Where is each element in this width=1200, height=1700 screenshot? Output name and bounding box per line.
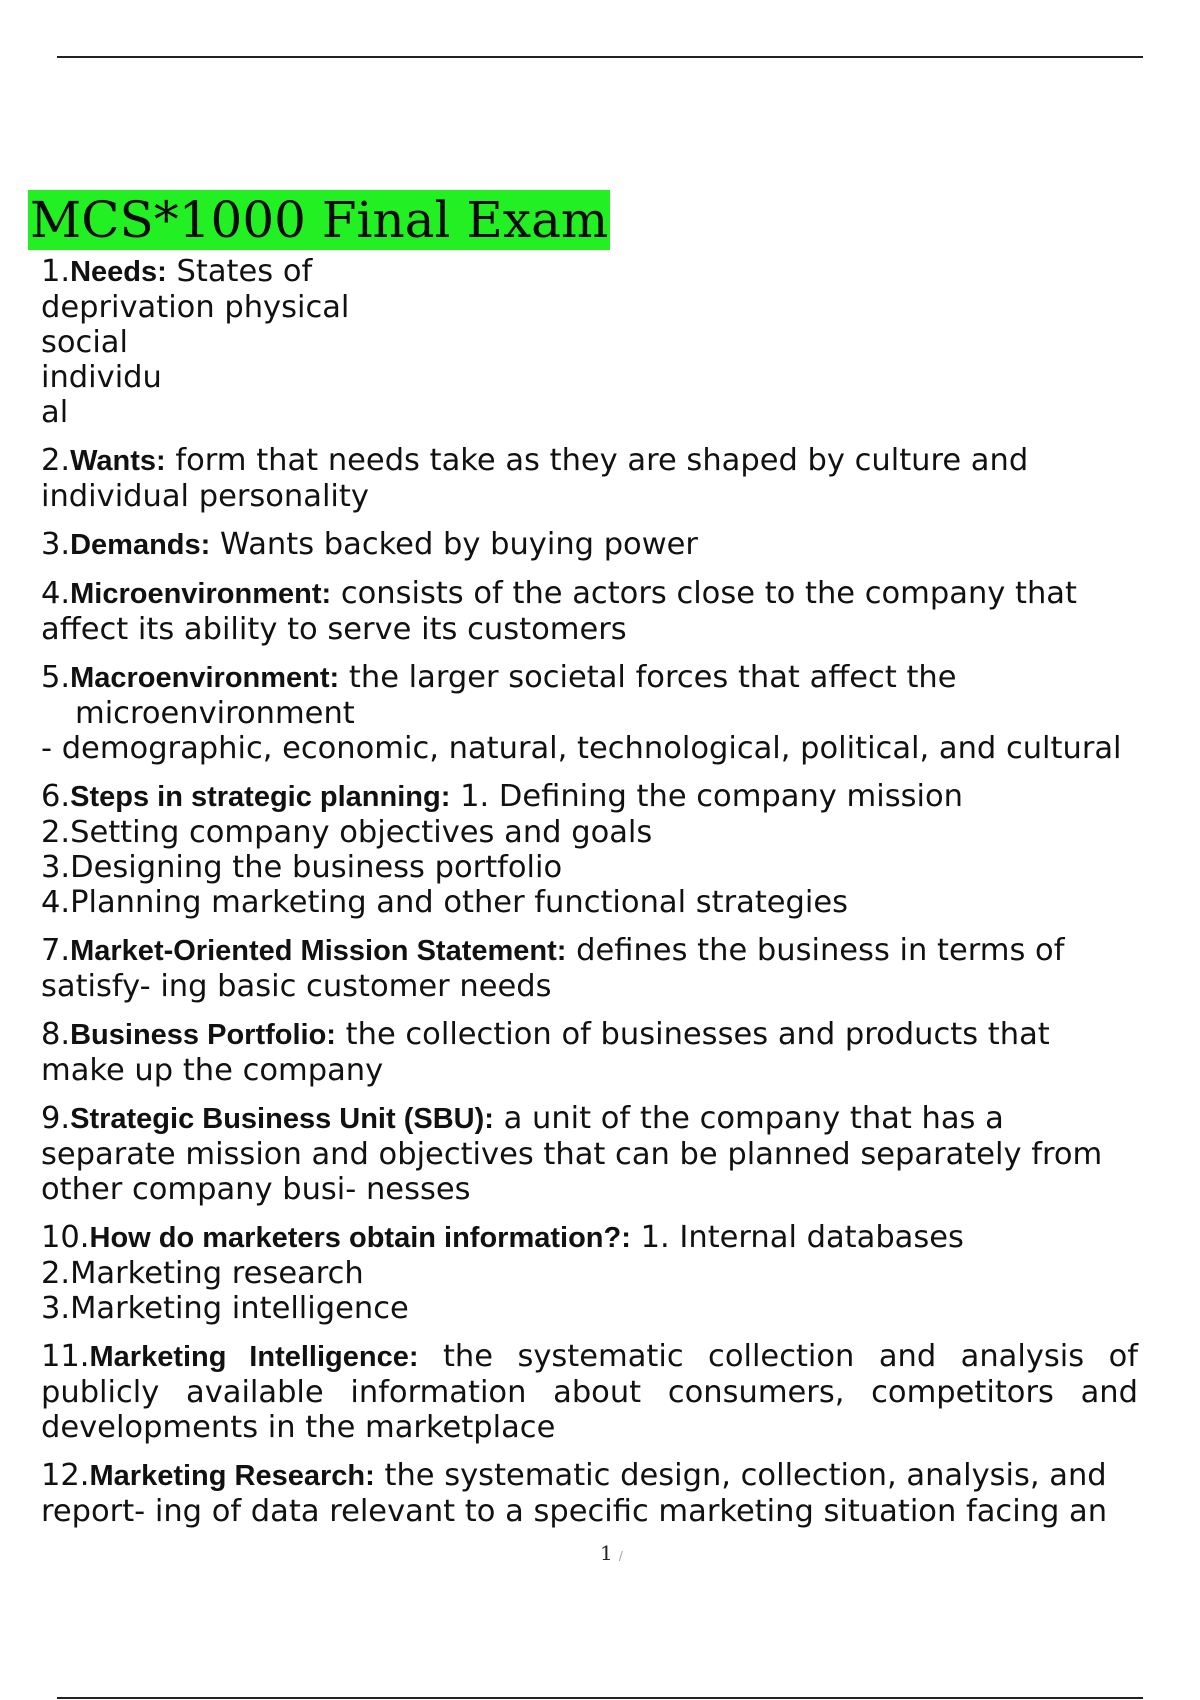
item-line	[41, 933, 1181, 969]
item-line: make up the company	[41, 1053, 384, 1088]
item-definition: 1. Internal databases	[630, 1220, 964, 1255]
item-line: social	[41, 325, 128, 360]
item-term: Marketing Intelligence:	[89, 1341, 419, 1373]
item-term: Business Portfolio:	[70, 1019, 336, 1051]
item-line	[41, 254, 1181, 290]
list-item	[41, 576, 1181, 647]
item-line: other company busi- nesses	[41, 1172, 471, 1207]
item-line: satisfy- ing basic customer needs	[41, 969, 552, 1004]
item-definition: defines the business in terms of	[566, 933, 1065, 968]
item-number: 9.	[41, 1101, 71, 1136]
item-definition: the collection of businesses and products that	[335, 1017, 1050, 1052]
item-line	[41, 527, 1181, 563]
item-line: 3.Designing the business portfolio	[41, 850, 563, 885]
item-definition: States of	[166, 254, 313, 289]
page-number-slash: /	[618, 1549, 623, 1563]
list-item	[41, 1339, 1138, 1445]
item-line	[41, 1339, 1138, 1375]
item-line	[41, 1101, 1181, 1137]
item-line	[41, 576, 1181, 612]
item-line	[41, 1220, 1181, 1256]
item-number: 2.	[41, 443, 71, 478]
list-item	[41, 660, 1181, 766]
item-number: 1.	[41, 254, 71, 289]
item-term: Marketing Research:	[89, 1460, 375, 1492]
item-line: 3.Marketing intelligence	[41, 1291, 409, 1326]
item-number: 5.	[41, 660, 71, 695]
list-item	[41, 933, 1181, 1004]
item-definition: form that needs take as they are shaped by culture and	[165, 443, 1029, 478]
page-number-value: 1	[600, 1541, 613, 1565]
item-line: 2.Setting company objectives and goals	[41, 815, 653, 850]
item-definition: Wants backed by buying power	[210, 527, 698, 562]
item-line: 4.Planning marketing and other functional strategies	[41, 885, 849, 920]
top-rule	[57, 56, 1143, 58]
item-line: developments in the marketplace	[41, 1410, 556, 1445]
list-item	[41, 1220, 1181, 1326]
bottom-rule	[57, 1697, 1143, 1699]
item-line	[41, 660, 1181, 696]
item-term: Strategic Business Unit (SBU):	[70, 1103, 494, 1135]
page-number	[600, 1541, 623, 1565]
item-line: al	[41, 395, 69, 430]
item-number: 10.	[41, 1220, 90, 1255]
list-item	[41, 527, 1181, 563]
item-line: report- ing of data relevant to a specific marketing situation facing an	[41, 1494, 1108, 1529]
item-definition: a unit of the company that has a	[493, 1101, 1004, 1136]
item-line: 2.Marketing research	[41, 1256, 364, 1291]
item-term: How do marketers obtain information?:	[89, 1222, 631, 1254]
item-definition: the larger societal forces that affect the	[339, 660, 957, 695]
item-line: - demographic, economic, natural, technological, political, and cultural	[41, 731, 1122, 766]
list-item	[41, 779, 1181, 920]
item-line: affect its ability to serve its customers	[41, 612, 627, 647]
document-title: MCS*1000 Final Exam	[30, 191, 609, 249]
item-line: individual personality	[41, 479, 369, 514]
list-item	[41, 1458, 1181, 1529]
item-definition: consists of the actors close to the company that	[331, 576, 1077, 611]
item-line	[41, 443, 1181, 479]
item-line: publicly available information about consumers, competitors and	[41, 1375, 1138, 1410]
item-term: Wants:	[70, 445, 166, 477]
list-item	[41, 443, 1181, 514]
item-definition: the systematic design, collection, analysis, and	[374, 1458, 1107, 1493]
item-line	[41, 779, 1181, 815]
item-line	[41, 1017, 1181, 1053]
item-term: Macroenvironment:	[70, 662, 340, 694]
item-line: deprivation physical	[41, 290, 350, 325]
item-term: Demands:	[70, 529, 211, 561]
item-line: microenvironment	[75, 696, 355, 731]
item-number: 7.	[41, 933, 71, 968]
item-line: individu	[41, 360, 162, 395]
item-number: 6.	[41, 779, 71, 814]
item-number: 4.	[41, 576, 71, 611]
item-definition: the systematic collection and analysis of	[418, 1339, 1138, 1374]
item-number: 3.	[41, 527, 71, 562]
item-term: Steps in strategic planning:	[70, 781, 451, 813]
list-item	[41, 1017, 1181, 1088]
item-number: 11.	[41, 1339, 90, 1374]
item-number: 12.	[41, 1458, 90, 1493]
item-line	[41, 1458, 1181, 1494]
flashcard-list	[41, 254, 1181, 1542]
list-item	[41, 1101, 1181, 1207]
item-term: Market-Oriented Mission Statement:	[70, 935, 567, 967]
list-item	[41, 254, 1181, 430]
item-number: 8.	[41, 1017, 71, 1052]
item-term: Microenvironment:	[70, 578, 332, 610]
item-definition: 1. Defining the company mission	[450, 779, 963, 814]
item-term: Needs:	[70, 256, 167, 288]
item-line: separate mission and objectives that can be planned separately from	[41, 1137, 1103, 1172]
